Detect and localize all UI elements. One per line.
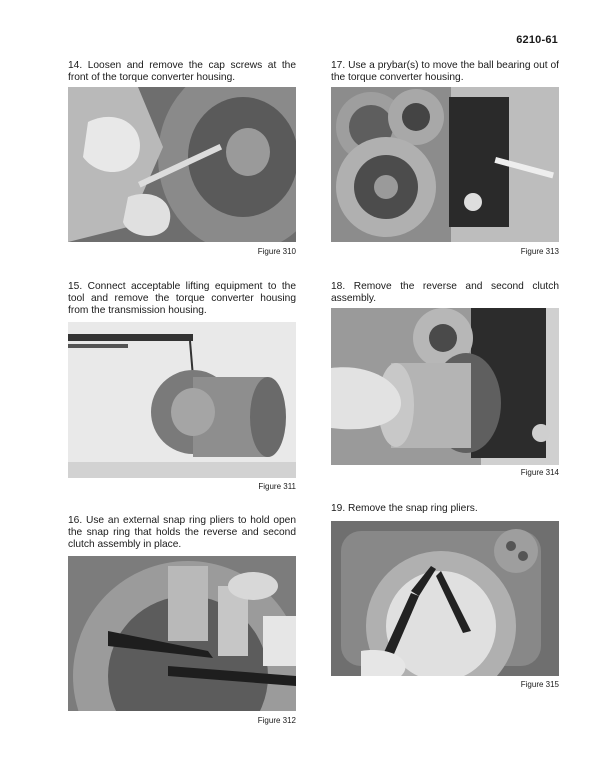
figure-314-caption: Figure 314 <box>520 468 559 477</box>
figure-314-photo <box>331 308 559 465</box>
step-17-text: 17. Use a prybar(s) to move the ball bearing out of the torque converter housing. <box>331 60 559 83</box>
figure-311-photo <box>68 322 296 478</box>
figure-313-caption: Figure 313 <box>520 247 559 256</box>
figure-315-photo <box>331 521 559 676</box>
figure-311-caption: Figure 311 <box>258 482 296 491</box>
page-number: 6210-61 <box>516 34 558 46</box>
figure-310-photo <box>68 87 296 242</box>
figure-312-caption: Figure 312 <box>257 716 296 725</box>
figure-312-photo <box>68 556 296 711</box>
figure-310-caption: Figure 310 <box>257 247 296 256</box>
step-14-text: 14. Loosen and remove the cap screws at the front of the torque converter housing. <box>68 60 296 83</box>
step-18-text: 18. Remove the reverse and second clutch assembly. <box>331 281 559 304</box>
figure-315-caption: Figure 315 <box>520 680 559 689</box>
figure-313-photo <box>331 87 559 242</box>
step-19-text: 19. Remove the snap ring pliers. <box>331 503 478 514</box>
step-15-text: 15. Connect acceptable lifting equipment to the tool and remove the torque converter housing from the transmission housing. <box>68 281 296 316</box>
step-16-text: 16. Use an external snap ring pliers to hold open the snap ring that holds the reverse and second clutch assembly in place. <box>68 515 296 550</box>
